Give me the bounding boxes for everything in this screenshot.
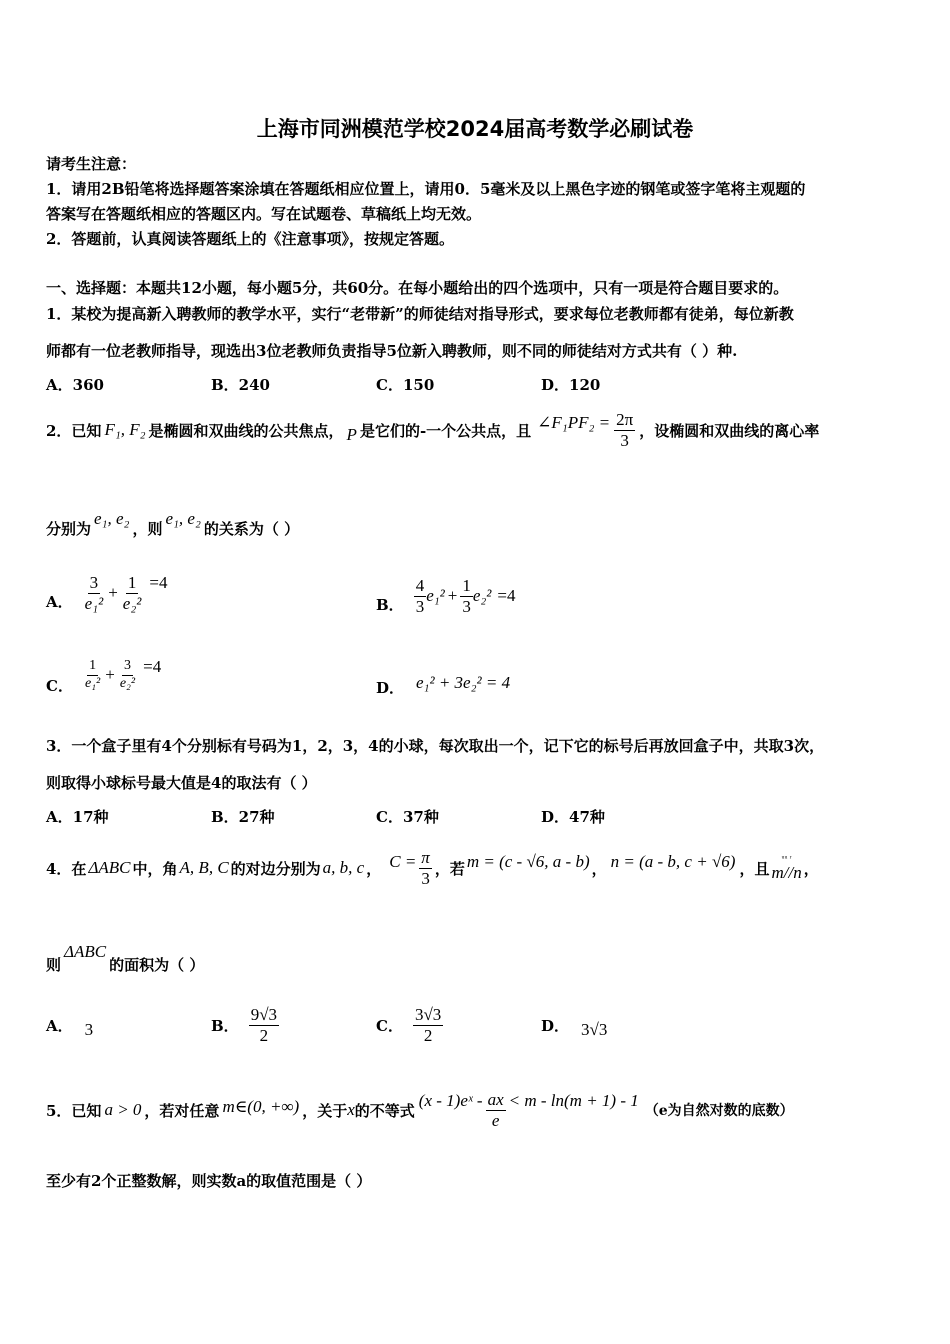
q2-text-1: 2．已知: [46, 421, 102, 440]
q4-parallel-arrows: ᵘᵘ ʳ: [781, 852, 792, 863]
q1-option-d: D．120: [541, 376, 601, 394]
q2-c-den-1: e₁²: [84, 675, 101, 691]
q4-stem-line-1: [46, 843, 819, 893]
q2-a-den-1: e₁²: [84, 593, 104, 613]
q4-angle-c: C =: [389, 852, 417, 871]
q2-c-frac-2: [118, 658, 137, 691]
q5-a-positive: a > 0: [104, 1100, 142, 1119]
q2-foci: F₁, F₂: [104, 420, 146, 439]
q5-ineq-num: ax: [487, 1089, 504, 1109]
q2-b-frac-1: [414, 576, 427, 616]
q4-b-num: 9√3: [250, 1004, 278, 1024]
q2-b-eq: =4: [497, 586, 516, 605]
q4-text-3: 的对边分别为: [230, 859, 321, 878]
q4-option-a-label: A．: [46, 1016, 73, 1035]
q4-vector-n: n = (a - b, c + √6): [610, 852, 736, 871]
q2-angle-den: 3: [620, 430, 629, 450]
q2-b-term-2: e₂²: [472, 586, 492, 605]
q2-b-num-1: 4: [415, 575, 425, 595]
q4-text-5: ，若: [434, 859, 465, 878]
q4-parallel-group: [771, 854, 801, 883]
q4-angles: A, B, C: [179, 858, 229, 877]
q1-option-a: A．360: [46, 376, 104, 394]
q4-option-a: [46, 1000, 93, 1050]
q4-vector-m: m = (c - √6, a - b): [466, 852, 590, 871]
q2-c-den-2: e₂²: [119, 675, 136, 691]
q2-a-den-2: e₂²: [122, 593, 142, 613]
q2-option-a: [46, 565, 167, 621]
q2-eccentricities-2: e₁, e₂: [165, 509, 201, 528]
q2-text-2: 是椭圆和双曲线的公共焦点，: [148, 421, 344, 440]
q2-eccentricities: e₁, e₂: [94, 509, 130, 528]
q4-c-fraction: [419, 848, 432, 888]
q2-stem-line-1: [46, 405, 819, 455]
q2-a-frac-2: [121, 573, 144, 613]
q2-b-den-1: 3: [415, 596, 425, 616]
q2-b-frac-2: [460, 576, 473, 616]
q4-text-1: 4．在: [46, 859, 87, 878]
q3-option-b: B．27种: [211, 808, 275, 826]
q2-point-p: P: [346, 425, 357, 444]
q4-d-val: 3√3: [581, 1020, 608, 1039]
q2-b-den-2: 3: [462, 596, 471, 616]
q4-triangle: ΔABC: [88, 858, 131, 877]
q2-text-7: 的关系为（ ）: [203, 519, 300, 538]
q2-option-d-label: D．: [376, 678, 405, 697]
q2-text-6: ，则: [132, 519, 163, 538]
q2-text-5: 分别为: [46, 519, 92, 538]
q2-text-3: 是它们的-一个公共点，且: [359, 421, 532, 440]
q5-line-2: 至少有2个正整数解，则实数a的取值范围是（ ）: [46, 1172, 372, 1190]
q4-option-c: [376, 1000, 443, 1050]
q2-option-d: [376, 668, 510, 698]
q5-ineq-den: e: [491, 1110, 500, 1130]
q2-angle-num: 2π: [616, 409, 634, 429]
q2-b-num-2: 1: [462, 575, 471, 595]
q4-text-2: 中，角: [132, 859, 178, 878]
q3-line-2: 则取得小球标号最大值是4的取法有（ ）: [46, 774, 317, 792]
q4-b-den: 2: [259, 1025, 269, 1045]
q2-d-expr: e₁² + 3e₂² = 4: [416, 673, 511, 692]
q1-line-2: 师都有一位老教师指导，现选出3位老教师负责指导5位新入聘教师，则不同的师徒结对方式共有（ ）种.: [46, 342, 738, 360]
page-title: 上海市同洲模范学校2024届高考数学必刷试卷: [256, 117, 694, 141]
q4-c-num: π: [421, 847, 430, 867]
q4-text-4: ，: [366, 859, 382, 878]
q2-c-eq: =4: [143, 657, 162, 676]
q4-option-d-label: D．: [541, 1016, 570, 1035]
q1-option-b: B．240: [211, 376, 270, 394]
q2-a-num-1: 3: [89, 572, 99, 592]
notice-line-1: 1．请用2B铅笔将选择题答案涂填在答题纸相应位置上，请用0．5毫米及以上黑色字迹的钢笔或签字笔将主观题的: [46, 180, 806, 198]
q3-option-d: D．47种: [541, 808, 605, 826]
q5-text-2: ，若对任意: [144, 1101, 220, 1120]
q4-text-7: ，且: [739, 859, 770, 878]
q4-option-d: [541, 1000, 607, 1050]
q5-text-4: 的不等式: [354, 1101, 415, 1120]
q1-option-c: C．150: [376, 376, 435, 394]
q4-text-9: 则: [46, 955, 62, 974]
q5-ineq-right: < m - ln(m + 1) - 1: [508, 1091, 639, 1110]
q2-c-plus: +: [105, 665, 115, 684]
q4-parallel: m//n: [771, 862, 802, 882]
q5-ineq-left: (x - 1)eˣ -: [418, 1091, 483, 1110]
notice-line-3: 2．答题前，认真阅读答题纸上的《注意事项》，按规定答题。: [46, 230, 454, 248]
q2-text-4: ，设椭圆和双曲线的离心率: [639, 421, 820, 440]
q2-a-plus: +: [108, 583, 118, 602]
q2-option-c: [46, 650, 161, 700]
q4-c-frac: [413, 1005, 443, 1045]
q5-text-5: （e为自然对数的底数）: [644, 1103, 794, 1119]
notice-line-2: 答案写在答题纸相应的答题区内。写在试题卷、草稿纸上均无效。: [46, 205, 482, 223]
q5-text-3: ，关于: [302, 1101, 348, 1120]
q4-b-frac: [249, 1005, 279, 1045]
q4-sides: a, b, c: [322, 858, 365, 877]
q1-line-1: 1．某校为提高新入聘教师的教学水平，实行“老带新”的师徒结对指导形式，要求每位老教师都有徒弟，每位新教: [46, 305, 794, 323]
q5-text-1: 5．已知: [46, 1101, 102, 1120]
section-heading: 一、选择题：本题共12小题，每小题5分，共60分。在每小题给出的四个选项中，只有一项是符合题目要求的。: [46, 279, 789, 297]
q4-option-b-label: B．: [211, 1016, 239, 1035]
q4-a-val: 3: [84, 1020, 94, 1039]
q4-triangle-2: ΔABC: [64, 942, 107, 961]
q4-c-num-val: 3√3: [414, 1004, 442, 1024]
q2-stem-line-2: [46, 508, 299, 548]
q4-option-c-label: C．: [376, 1016, 403, 1035]
q2-c-frac-1: [83, 658, 102, 691]
q2-option-b-label: B．: [376, 595, 404, 614]
q2-c-num-1: 1: [87, 658, 98, 675]
q4-text-6: ，: [591, 859, 607, 878]
q2-option-b: [376, 568, 516, 624]
notice-heading: 请考生注意：: [46, 155, 137, 173]
q5-ineq-frac: [486, 1090, 506, 1130]
q2-option-c-label: C．: [46, 676, 73, 695]
q3-option-a: A．17种: [46, 808, 109, 826]
q4-option-b: [211, 1000, 279, 1050]
q2-b-term-1: e₁²: [426, 586, 445, 605]
q2-a-frac-1: [83, 573, 106, 613]
q2-a-eq: =4: [149, 573, 168, 592]
q4-stem-line-2: [46, 938, 204, 978]
q4-text-10: 的面积为（ ）: [109, 955, 205, 974]
q4-text-8: ，: [803, 859, 819, 878]
q5-x: x: [347, 1100, 355, 1119]
q5-m-domain: m∈(0, +∞): [222, 1097, 300, 1116]
q3-line-1: 3．一个盒子里有4个分别标有号码为1，2，3，4的小球，每次取出一个，记下它的标号后再放回盒子中，共取3次，: [46, 737, 825, 755]
q2-a-num-2: 1: [127, 572, 137, 592]
q2-angle-fraction: [614, 410, 635, 450]
q4-c-den-val: 2: [423, 1025, 433, 1045]
q2-option-a-label: A．: [46, 592, 73, 611]
q2-angle: ∠F₁PF₂ =: [537, 413, 611, 432]
q3-option-c: C．37种: [376, 808, 439, 826]
q5-stem-line-1: [46, 1085, 794, 1135]
q4-c-den: 3: [421, 868, 430, 888]
q2-c-num-2: 3: [122, 658, 133, 675]
q2-b-plus: +: [447, 586, 458, 605]
